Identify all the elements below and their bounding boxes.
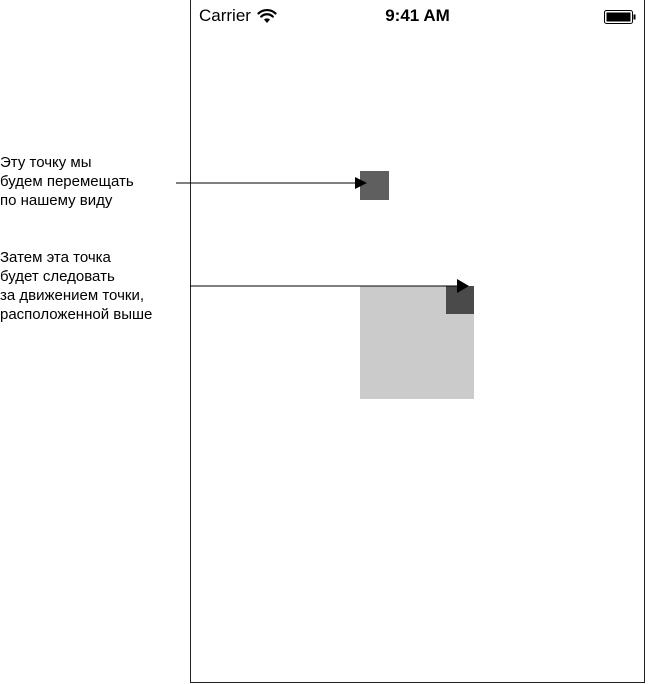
battery-icon	[604, 10, 636, 24]
caption-line: по нашему виду	[0, 192, 113, 209]
status-bar	[191, 0, 644, 34]
caption-line: Эту точку мы	[0, 154, 92, 171]
draggable-point[interactable]	[360, 171, 389, 200]
caption-line: расположенной выше	[0, 306, 153, 323]
caption-line: будет следовать	[0, 268, 115, 285]
follower-point	[446, 286, 474, 314]
caption-line: Затем эта точка	[0, 249, 111, 266]
moving-point-caption	[0, 153, 134, 210]
follower-point-caption	[0, 248, 152, 324]
caption-line: за движением точки,	[0, 287, 144, 304]
caption-line: будем перемещать	[0, 173, 134, 190]
status-time: 9:41 AM	[385, 6, 450, 25]
carrier-label: Carrier	[199, 6, 251, 25]
